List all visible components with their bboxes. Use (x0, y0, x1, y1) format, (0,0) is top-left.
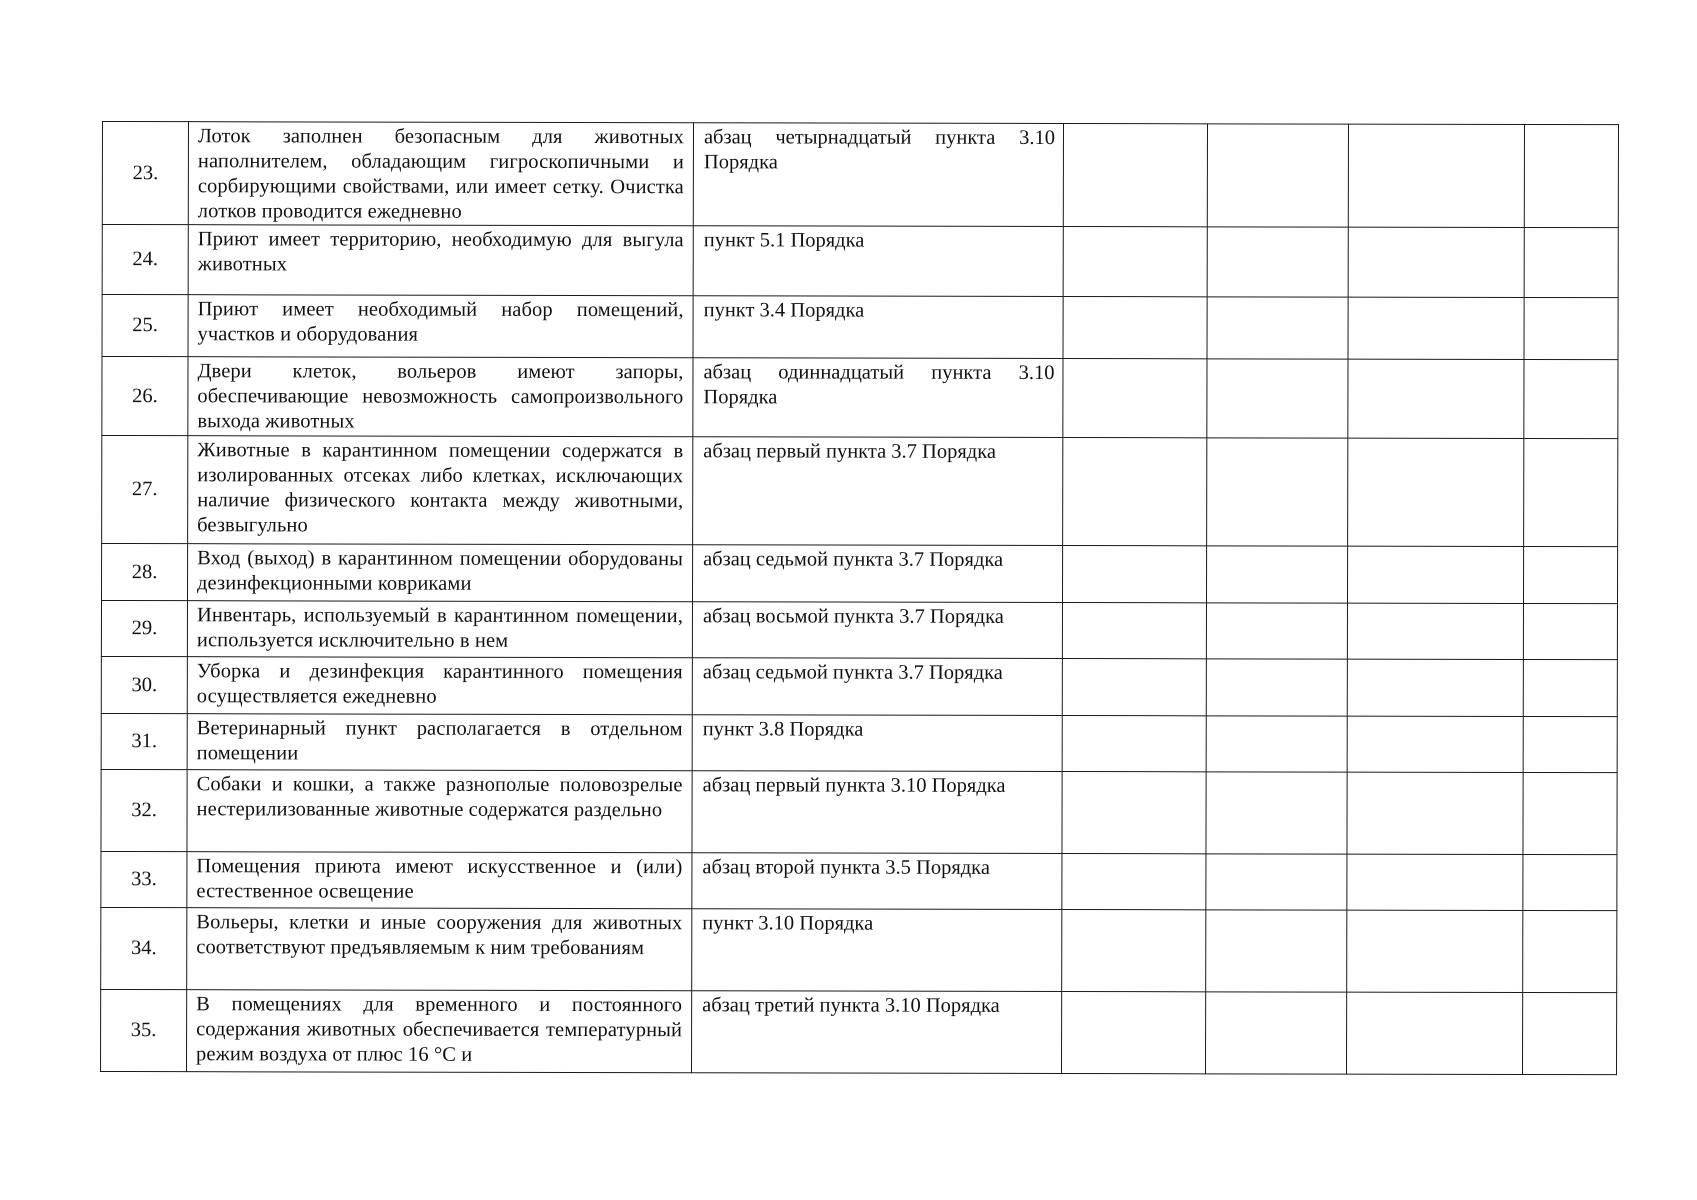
table-row (102, 225, 1618, 298)
row-number: 28. (101, 544, 187, 601)
requirement-text: Приют имеет необходимый набор помещений, участков и оборудования (188, 295, 693, 358)
requirement-text: Помещения приюта имеют искусственное и (или) естественное освещение (187, 852, 692, 909)
empty-cell (1348, 227, 1524, 297)
empty-cell (1523, 603, 1617, 659)
empty-cell (1348, 124, 1524, 227)
empty-cell (1347, 659, 1523, 716)
table-row (101, 544, 1617, 604)
table-row (101, 769, 1617, 854)
requirement-text: Вход (выход) в карантинном помещении оборудованы дезинфекционными ковриками (187, 544, 692, 602)
empty-cell (1206, 546, 1347, 603)
table-row (101, 907, 1617, 992)
empty-cell (1063, 124, 1207, 227)
checklist-table (100, 121, 1619, 1075)
empty-cell (1207, 124, 1348, 227)
reference-text: абзац седьмой пункта 3.7 Порядка (692, 658, 1062, 716)
empty-cell (1347, 854, 1523, 910)
empty-cell (1207, 359, 1348, 438)
empty-cell (1206, 716, 1347, 772)
reference-text: абзац первый пункта 3.10 Порядка (692, 771, 1062, 854)
reference-text: абзац седьмой пункта 3.7 Порядка (692, 545, 1062, 603)
reference-text: абзац одиннадцатый пункта 3.10 Порядка (693, 358, 1063, 438)
empty-cell (1348, 297, 1524, 359)
empty-cell (1206, 992, 1347, 1074)
empty-cell (1347, 772, 1523, 854)
reference-text: пункт 3.10 Порядка (692, 909, 1062, 992)
empty-cell (1524, 124, 1618, 227)
empty-cell (1062, 603, 1206, 659)
table-row (101, 713, 1617, 772)
empty-cell (1063, 227, 1207, 297)
empty-cell (1523, 716, 1617, 772)
empty-cell (1524, 438, 1618, 546)
empty-cell (1348, 359, 1524, 438)
table-row (102, 357, 1618, 439)
row-number: 29. (101, 601, 187, 657)
empty-cell (1347, 910, 1523, 992)
empty-cell (1063, 438, 1207, 546)
empty-cell (1348, 438, 1524, 546)
empty-cell (1206, 910, 1347, 992)
empty-cell (1347, 603, 1523, 659)
requirement-text: Ветеринарный пункт располагается в отдельном помещении (187, 714, 692, 771)
table-row (101, 851, 1617, 910)
requirement-text: Двери клеток, вольеров имеют запоры, обеспечивающие невозможность самопроизвольного выхода животных (188, 357, 693, 437)
row-number: 34. (101, 907, 187, 989)
reference-text: пункт 5.1 Порядка (693, 226, 1063, 297)
empty-cell (1062, 854, 1206, 910)
empty-cell (1524, 227, 1618, 297)
empty-cell (1523, 910, 1617, 992)
requirement-text: Собаки и кошки, а также разнополые половозрелые нестерилизованные животные содержатся раздельно (187, 770, 692, 853)
row-number: 31. (101, 713, 187, 769)
requirement-text: Инвентарь, используемый в карантинном помещении, используется исключительно в нем (187, 601, 692, 658)
empty-cell (1523, 659, 1617, 716)
empty-cell (1523, 546, 1617, 603)
row-number: 24. (102, 225, 188, 295)
table-row (101, 989, 1617, 1074)
reference-text: абзац четырнадцатый пункта 3.10 Порядка (693, 123, 1063, 227)
empty-cell (1347, 992, 1523, 1074)
empty-cell (1207, 297, 1348, 359)
table-row (102, 436, 1618, 547)
reference-text: пункт 3.4 Порядка (693, 296, 1063, 359)
empty-cell (1062, 772, 1206, 854)
requirement-text: Вольеры, клетки и иные сооружения для животных соответствуют предъявляемым к ним требованиям (187, 908, 692, 991)
empty-cell (1063, 297, 1207, 359)
empty-cell (1207, 227, 1348, 297)
row-number: 32. (101, 769, 187, 851)
requirement-text: Приют имеет территорию, необходимую для выгула животных (188, 225, 693, 296)
reference-text: абзац первый пункта 3.7 Порядка (693, 437, 1063, 546)
requirement-text: В помещениях для временного и постоянного содержания животных обеспечивается температурный режим воздуха от плюс 16 °С и (187, 990, 692, 1073)
empty-cell (1206, 659, 1347, 716)
table-row (101, 601, 1617, 660)
requirement-text: Животные в карантинном помещении содержатся в изолированных отсеках либо клетках, исключающих наличие физического контакта между животными, безвыгульно (188, 436, 693, 545)
table-row (101, 656, 1617, 716)
empty-cell (1347, 546, 1523, 603)
table-row (102, 295, 1618, 360)
requirement-text: Лоток заполнен безопасным для животных наполнителем, обладающим гигроскопичными и сорбирующими свойствами, или имеет сетку. Очистка лотков проводится ежедневно (188, 122, 693, 226)
empty-cell (1206, 603, 1347, 659)
reference-text: абзац второй пункта 3.5 Порядка (692, 853, 1062, 910)
row-number: 23. (102, 122, 188, 225)
row-number: 26. (102, 357, 188, 436)
empty-cell (1062, 546, 1206, 603)
empty-cell (1206, 772, 1347, 854)
empty-cell (1063, 359, 1207, 438)
empty-cell (1062, 659, 1206, 716)
row-number: 33. (101, 851, 187, 907)
reference-text: пункт 3.8 Порядка (692, 715, 1062, 772)
row-number: 30. (101, 656, 187, 713)
empty-cell (1523, 772, 1617, 854)
row-number: 25. (102, 295, 188, 357)
reference-text: абзац третий пункта 3.10 Порядка (692, 991, 1062, 1074)
requirement-text: Уборка и дезинфекция карантинного помещения осуществляется ежедневно (187, 657, 692, 715)
empty-cell (1206, 854, 1347, 910)
reference-text: абзац восьмой пункта 3.7 Порядка (692, 602, 1062, 659)
empty-cell (1062, 910, 1206, 992)
empty-cell (1062, 716, 1206, 772)
empty-cell (1347, 716, 1523, 772)
empty-cell (1524, 297, 1618, 359)
row-number: 27. (102, 436, 188, 544)
table-row (102, 122, 1618, 228)
empty-cell (1523, 854, 1617, 910)
empty-cell (1207, 438, 1348, 546)
empty-cell (1062, 992, 1206, 1074)
empty-cell (1524, 359, 1618, 438)
row-number: 35. (101, 989, 187, 1071)
empty-cell (1523, 992, 1617, 1074)
